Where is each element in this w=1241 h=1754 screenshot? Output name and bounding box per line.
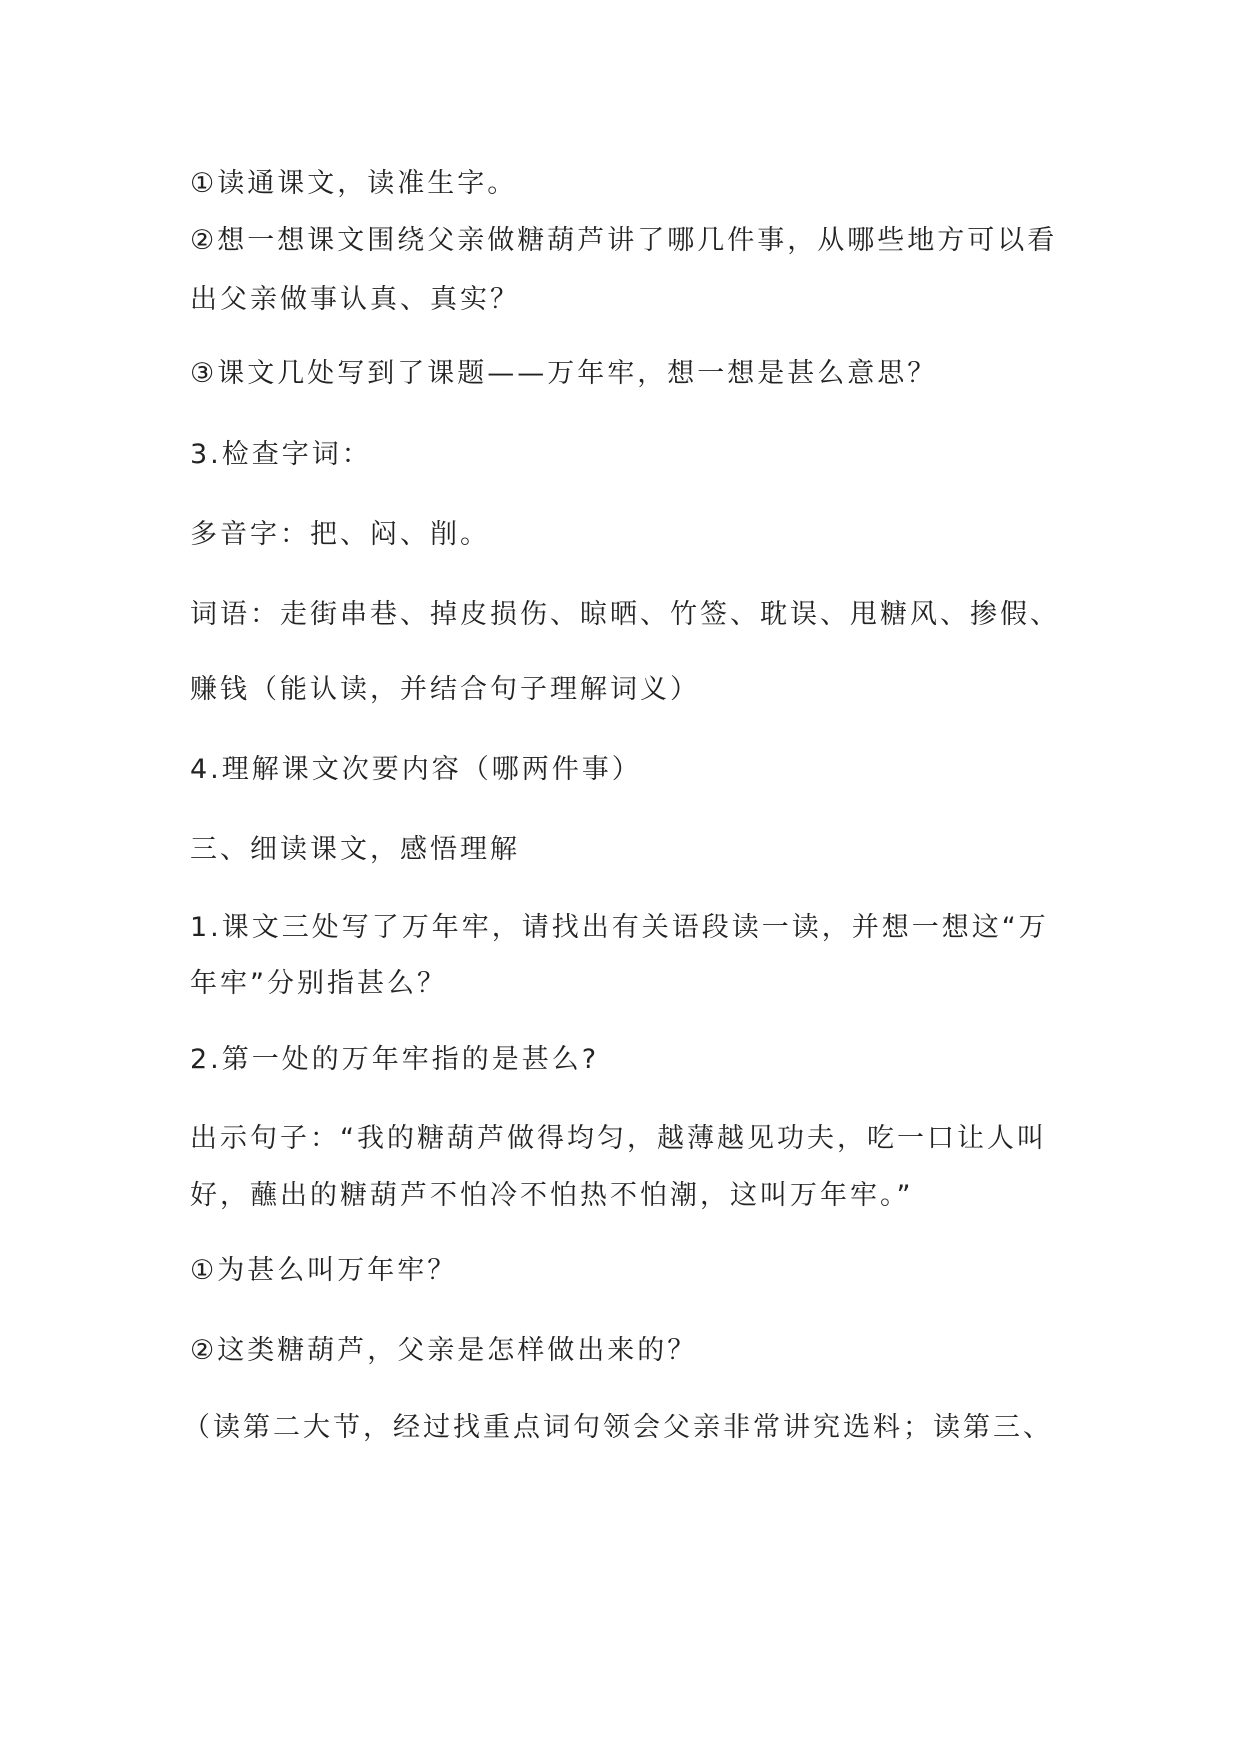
reading-guidance: （读第二大节，经过找重点词句领会父亲非常讲究选料；读第三、 bbox=[183, 1412, 1053, 1443]
sub-question-how: ②这类糖葫芦，父亲是怎样做出来的？ bbox=[190, 1335, 698, 1366]
section-check-words: 3.检查字词： bbox=[190, 439, 372, 470]
sub-question-why: ①为甚么叫万年牢？ bbox=[190, 1255, 458, 1286]
vocabulary-list: 词语：走街串巷、掉皮损伤、晾晒、竹签、耽误、甩糖风、掺假、 bbox=[190, 599, 1060, 630]
polyphonic-chars: 多音字：把、闷、削。 bbox=[190, 519, 490, 550]
quoted-sentence-cont: 好，蘸出的糖葫芦不怕冷不怕热不怕潮，这叫万年牢。” bbox=[190, 1180, 914, 1211]
question-first-place: 2.第一处的万年牢指的是甚么? bbox=[190, 1044, 600, 1075]
step-read-aloud: ①读通课文，读准生字。 bbox=[190, 168, 518, 199]
question-three-places: 1.课文三处写了万年牢，请找出有关语段读一读，并想一想这“万 bbox=[190, 912, 1049, 943]
section-heading-close-reading: 三、细读课文，感悟理解 bbox=[190, 834, 520, 865]
question-three-places-cont: 年牢”分别指甚么？ bbox=[190, 968, 447, 999]
section-main-content: 4.理解课文次要内容（哪两件事） bbox=[190, 754, 642, 785]
step-think-events-cont: 出父亲做事认真、真实？ bbox=[190, 284, 520, 315]
quoted-sentence: 出示句子：“我的糖葫芦做得均匀，越薄越见功夫，吃一口让人叫 bbox=[190, 1123, 1047, 1154]
vocabulary-list-cont: 赚钱（能认读，并结合句子理解词义） bbox=[190, 674, 700, 705]
step-think-events: ②想一想课文围绕父亲做糖葫芦讲了哪几件事，从哪些地方可以看 bbox=[190, 225, 1058, 256]
step-title-meaning: ③课文几处写到了课题——万年牢，想一想是甚么意思？ bbox=[190, 358, 938, 389]
